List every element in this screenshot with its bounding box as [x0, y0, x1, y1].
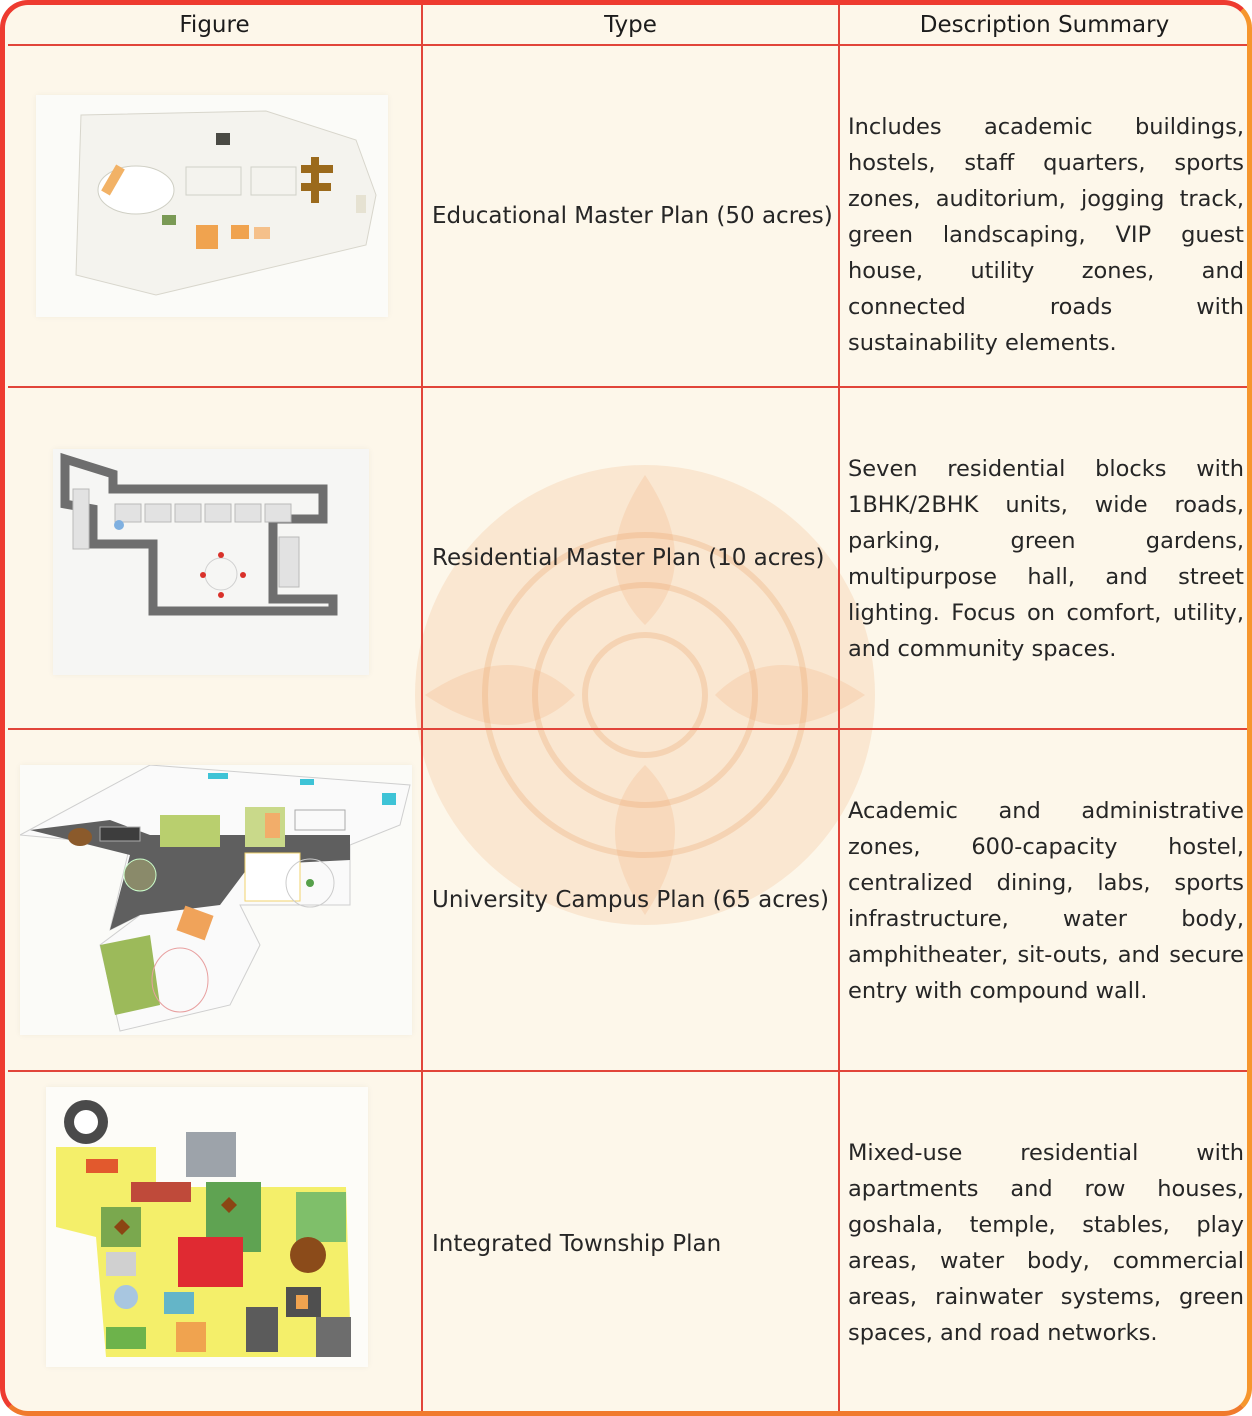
row-type: Educational Master Plan (50 acres) — [432, 203, 833, 229]
plans-table — [8, 5, 1249, 1416]
header-figure: Figure — [179, 12, 250, 38]
university-campus-plan-map — [20, 765, 412, 1035]
integrated-township-plan-map — [46, 1087, 368, 1367]
header-type: Type — [604, 12, 657, 38]
row-description: Mixed-use residential with apartments and row houses, goshala, temple, stables, play areas, water body, commercial areas, rainwater systems, green spaces, and road networks. — [848, 1140, 1244, 1346]
header-description: Description Summary — [919, 12, 1170, 38]
row-type: Residential Master Plan (10 acres) — [432, 545, 825, 571]
educational-master-plan-map — [36, 95, 388, 317]
column-divider — [421, 5, 423, 1416]
row-description: Includes academic buildings, hostels, staff quarters, sports zones, auditorium, jogging track, green landscaping, VIP guest house, utility zones, and connected roads with sustainability elements. — [848, 114, 1244, 356]
residential-master-plan-map — [53, 449, 369, 675]
row-description: Seven residential blocks with 1BHK/2BHK units, wide roads, parking, green gardens, multipurpose hall, and street lighting. Focus on comfort, utility, and community spaces. — [848, 456, 1244, 662]
row-type: University Campus Plan (65 acres) — [432, 887, 829, 913]
row-type: Integrated Township Plan — [432, 1231, 722, 1257]
row-description: Academic and administrative zones, 600-capacity hostel, centralized dining, labs, sports infrastructure, water body, amphitheater, sit-outs, and secure entry with compound wall. — [848, 798, 1244, 1004]
